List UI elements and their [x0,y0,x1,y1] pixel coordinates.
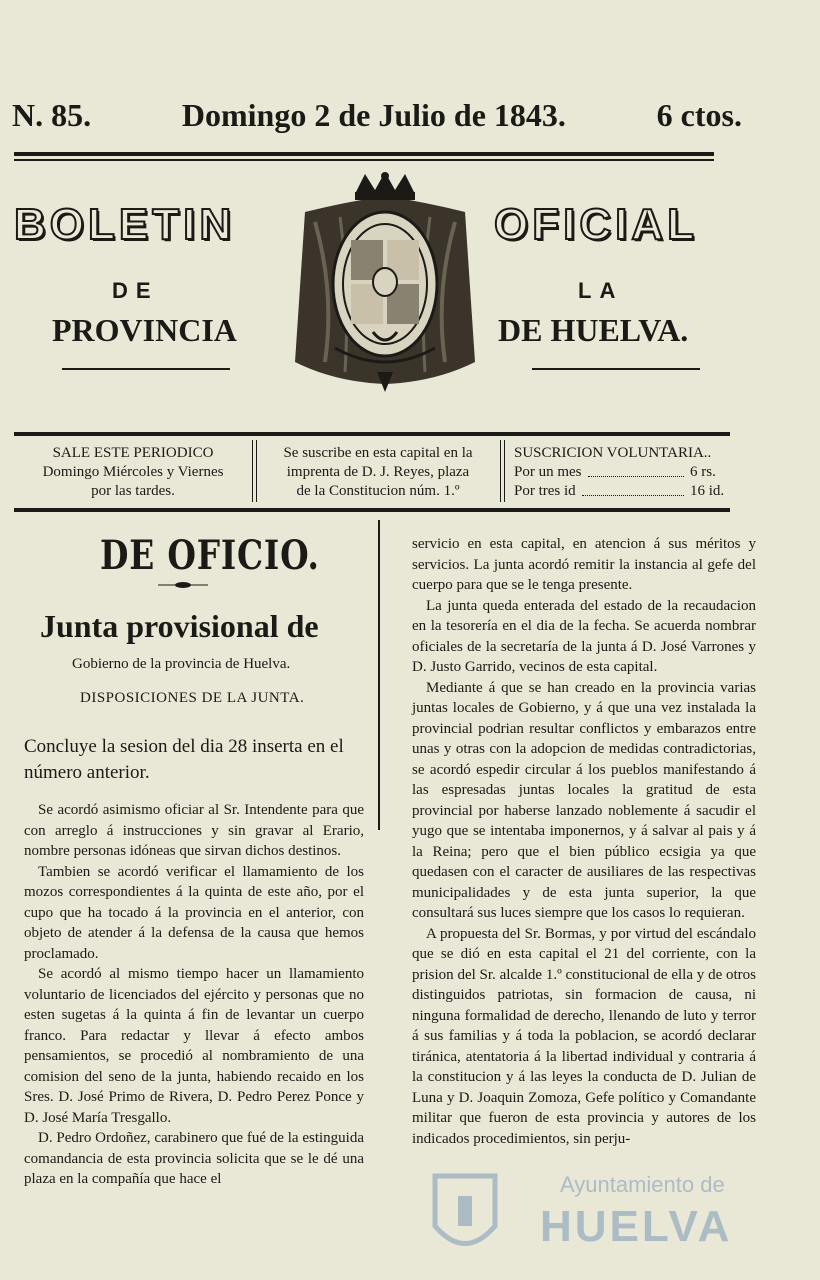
issue-number: N. 85. [12,96,92,133]
price-label: Por un mes [514,464,582,480]
title-underline-left [62,368,230,370]
masthead-rule-top-thin [14,159,714,161]
subscription-title: SUSCRICION VOLUNTARIA.. [514,445,712,461]
publication-schedule [18,444,248,501]
left-paragraph: Se acordó al mismo tiempo hacer un llamamiento voluntario de licenciados del ejército y personas que no esten sugetas á la quinta á fin de levantar un cuerpo franco. Para redactar y llevar á efecto ambos pensamientos, se procedió al nombramiento de una comision del seno de la junta, habiendo recaido en los Sres. D. José Primo de Rivera, D. Pedro Perez Ponce y D. José María Tresgallo. [24,966,364,1126]
right-paragraph: Mediante á que se han creado en la provincia varias juntas locales de Gobierno, y á que una vez instalada la provincial podrian resultar conflictos y embarazos entre unas y otras con la adopcion de medidas contradictorias, se acordó espedir circular á los pueblos manifestando á las espresadas juntas locales la gratitud de esta provincial por haberse lanzado noblemente á sacudir el yugo que se intentaba imponernos, y á salvar al pais y á la Reina; pero que el bien público ecsigia ya que quedasen con el caracter de ausiliares de las respectivas municipalidades y de esta junta superior, la que consultará sus luces siempre que los casos lo requieran. [412,679,756,921]
column-divider [378,520,380,830]
price-row [514,463,742,482]
title-la: LA [578,278,624,303]
watermark-line-1: Ayuntamiento de [560,1172,725,1197]
price-label: Por tres id [514,483,576,499]
left-paragraph: D. Pedro Ordoñez, carabinero que fué de la estinguida comandancia de esta provincia solicita que se le dé una plaza en la compañía que hace el [24,1130,364,1187]
info-divider-2b [504,440,505,502]
right-paragraph: La junta queda enterada del estado de la recaudacion en la tesorería en el dia de la fecha. Se acuerda nombrar oficiales de la secretaría de la junta á D. José Varrones y D. Justo Garrido, vecinos de esta capital. [412,597,756,675]
price-leader [582,482,684,496]
subscription-line-3: de la Constitucion núm. 1.º [296,483,460,499]
title-provincia: PROVINCIA [52,312,237,348]
title-boletin: BOLETIN [14,200,236,249]
subscription-line-1: Se suscribe en esta capital en la [283,445,473,461]
price-value: 16 id. [690,483,725,499]
subscription-place [262,444,494,501]
info-rule-top [14,432,730,436]
masthead-rule-top [14,152,714,156]
right-column [412,534,756,1149]
title-de: DE [112,278,159,303]
section-heading: DE OFICIO. [100,532,320,579]
price-value: 6 rs. [690,464,716,480]
huelva-shield-icon [430,1166,500,1266]
title-oficial: OFICIAL [494,200,698,249]
info-divider-1 [252,440,253,502]
schedule-line-3: por las tardes. [91,483,175,499]
title-de-huelva: DE HUELVA. [498,312,689,348]
info-rule-bottom [14,508,730,512]
left-paragraph: Tambien se acordó verificar el llamamiento de los mozos correspondientes á la quinta de este año, por el cupo que ha tocado á la provincia en el anterior, con objeto de atender á la defensa de la causa que hemos proclamado. [24,863,364,962]
royal-crest-icon [285,172,485,404]
subscription-prices [514,444,742,501]
schedule-line-1: SALE ESTE PERIODICO [52,445,214,461]
price-leader [588,463,685,477]
right-paragraph: servicio en esta capital, en atencion á sus méritos y servicios. La junta acordó remitir la instancia al gefe del cuerpo para que se le tenga presente. [412,536,756,593]
issue-price: 6 ctos. [656,96,742,133]
subscription-line-2: imprenta de D. J. Reyes, plaza [286,464,470,480]
article-subtitle: Gobierno de la provincia de Huelva. [72,656,291,672]
title-underline-right [532,368,700,370]
right-paragraph: A propuesta del Sr. Bormas, y por virtud del escándalo que se dió en esta capital el 21 del corriente, con la prision del Sr. alcalde 1.º constitucional de ella y de otros distinguidos patriotas, sin formacion de causa, ni ninguna formalidad de derecho, llenando de luto y terror á sus familias y á toda la poblacion, se acordó declarar tiránica, atentatoria á la libertad individual y contraria á la constitucion y á las leyes la conducta de D. Julian de Luna y D. Joaquin Zomoza, Gefe político y Comandante militar que fueron de esta provincia y autores de los indicados procedimientos, sin perju- [412,925,756,1147]
ornament-icon [158,580,208,590]
left-column [24,800,364,1190]
watermark-line-2: HUELVA [540,1202,733,1251]
price-row [514,482,742,501]
left-paragraph: Se acordó asimismo oficiar al Sr. Intendente para que con arreglo á instrucciones y sin gravar al Erario, nombre personas idóneas que sirvan dichos destinos. [24,802,364,859]
article-section-heading: DISPOSICIONES DE LA JUNTA. [80,690,305,706]
archive-watermark [430,1166,733,1266]
article-intro: Concluye la sesion del dia 28 inserta en el número anterior. [24,736,344,783]
info-divider-2 [500,440,501,502]
schedule-line-2: Domingo Miércoles y Viernes [42,464,224,480]
issue-line [12,92,742,138]
info-divider-1b [256,440,257,502]
issue-date: Domingo 2 de Julio de 1843. [181,96,566,133]
article-title: Junta provisional de [40,608,319,644]
